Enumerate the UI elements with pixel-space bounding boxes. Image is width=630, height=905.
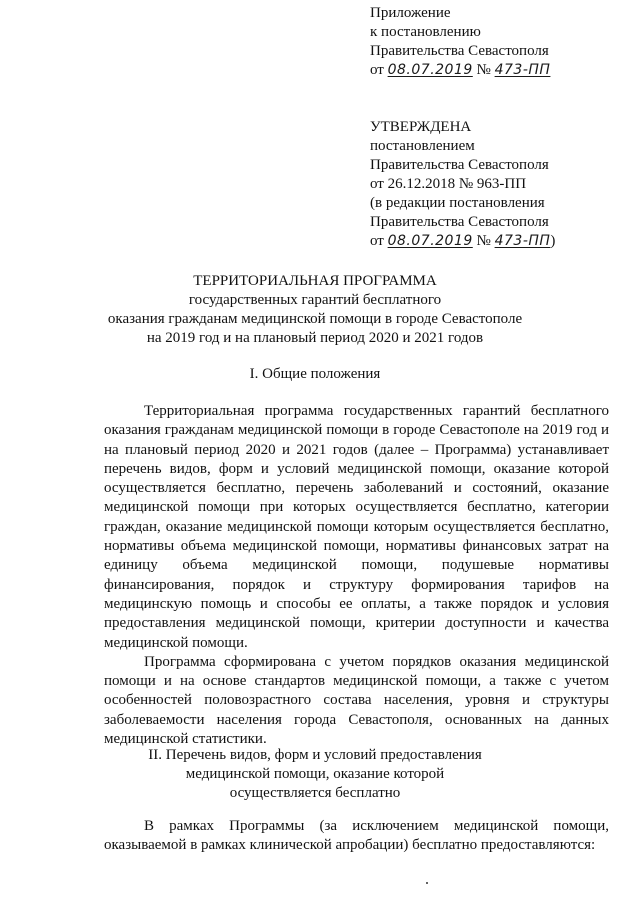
approved-date-line <box>370 232 610 251</box>
section-2-paragraph-1: В рамках Программы (за исключением медицинской помощи, оказываемой в рамках клинической апробации) бесплатно предоставляются: <box>104 818 609 854</box>
program-subtitle-3: на 2019 год и на плановый период 2020 и 2021 годов <box>146 330 484 346</box>
scan-speck <box>426 882 428 884</box>
approved-date: 08.07.2019 <box>387 233 473 249</box>
approved-number: 473-ПП <box>494 233 551 249</box>
program-subtitle-2: оказания гражданам медицинской помощи в городе Севастополе <box>107 311 523 327</box>
appendix-date-line <box>370 61 610 80</box>
program-subtitle-1: государственных гарантий бесплатного <box>188 292 442 308</box>
approved-block <box>370 118 610 251</box>
approved-ot: от <box>370 233 384 249</box>
appendix-block <box>370 4 610 80</box>
appendix-date: 08.07.2019 <box>387 62 473 78</box>
approved-line-3: от 26.12.2018 № 963-ПП <box>370 176 527 192</box>
appendix-title: Приложение <box>370 5 451 21</box>
section-1-body <box>104 402 609 749</box>
approved-close-paren: ) <box>550 233 556 249</box>
program-title-block <box>0 272 630 348</box>
appendix-ot: от <box>370 62 384 78</box>
section-2-heading-1: II. Перечень видов, форм и условий предоставления <box>148 747 482 763</box>
approved-no-sign: № <box>476 233 491 249</box>
approved-title: УТВЕРЖДЕНА <box>370 119 472 135</box>
approved-line-2: Правительства Севастополя <box>370 157 549 173</box>
appendix-line-2: к постановлению <box>370 24 481 40</box>
appendix-no-sign: № <box>476 62 491 78</box>
section-2-heading-2: медицинской помощи, оказание которой <box>185 766 445 782</box>
section-1-heading: I. Общие положения <box>249 366 381 382</box>
section-2-heading-3: осуществляется бесплатно <box>229 785 401 801</box>
appendix-number: 473-ПП <box>494 62 551 78</box>
approved-line-5: Правительства Севастополя <box>370 214 549 230</box>
approved-line-1: постановлением <box>370 138 475 154</box>
program-title: ТЕРРИТОРИАЛЬНАЯ ПРОГРАММА <box>193 273 437 289</box>
section-2-body <box>104 817 609 856</box>
appendix-line-3: Правительства Севастополя <box>370 43 549 59</box>
section-2-heading-block <box>0 746 630 803</box>
section-1-paragraph-1: Территориальная программа государственных гарантий бесплатного оказания гражданам медицинской помощи в городе Севастополе на 2019 год и на плановый период 2020 и 2021 годов (далее – Программа) устанавливает перечень видов, форм и условий медицинской помощи, оказание которой осуществляется бесплатно, перечень заболеваний и состояний, оказание медицинской помощи при которых осуществляется бесплатно, категории граждан, оказание медицинской помощи которым осуществляется бесплатно, нормативы объема медицинской помощи, нормативы финансовых затрат на единицу объема медицинской помощи, подушевые нормативы финансирования, порядок и структуру формирования тарифов на медицинскую помощь и способы ее оплаты, а также порядок и условия предоставления медицинской помощи, критерии доступности и качества медицинской помощи. <box>104 403 609 651</box>
section-1-paragraph-2: Программа сформирована с учетом порядков оказания медицинской помощи и на основе стандартов медицинской помощи, а также с учетом особенностей половозрастного состава населения, уровня и структуры заболеваемости населения города Севастополя, основанных на данных медицинской статистики. <box>104 653 609 748</box>
approved-line-4: (в редакции постановления <box>370 195 545 211</box>
